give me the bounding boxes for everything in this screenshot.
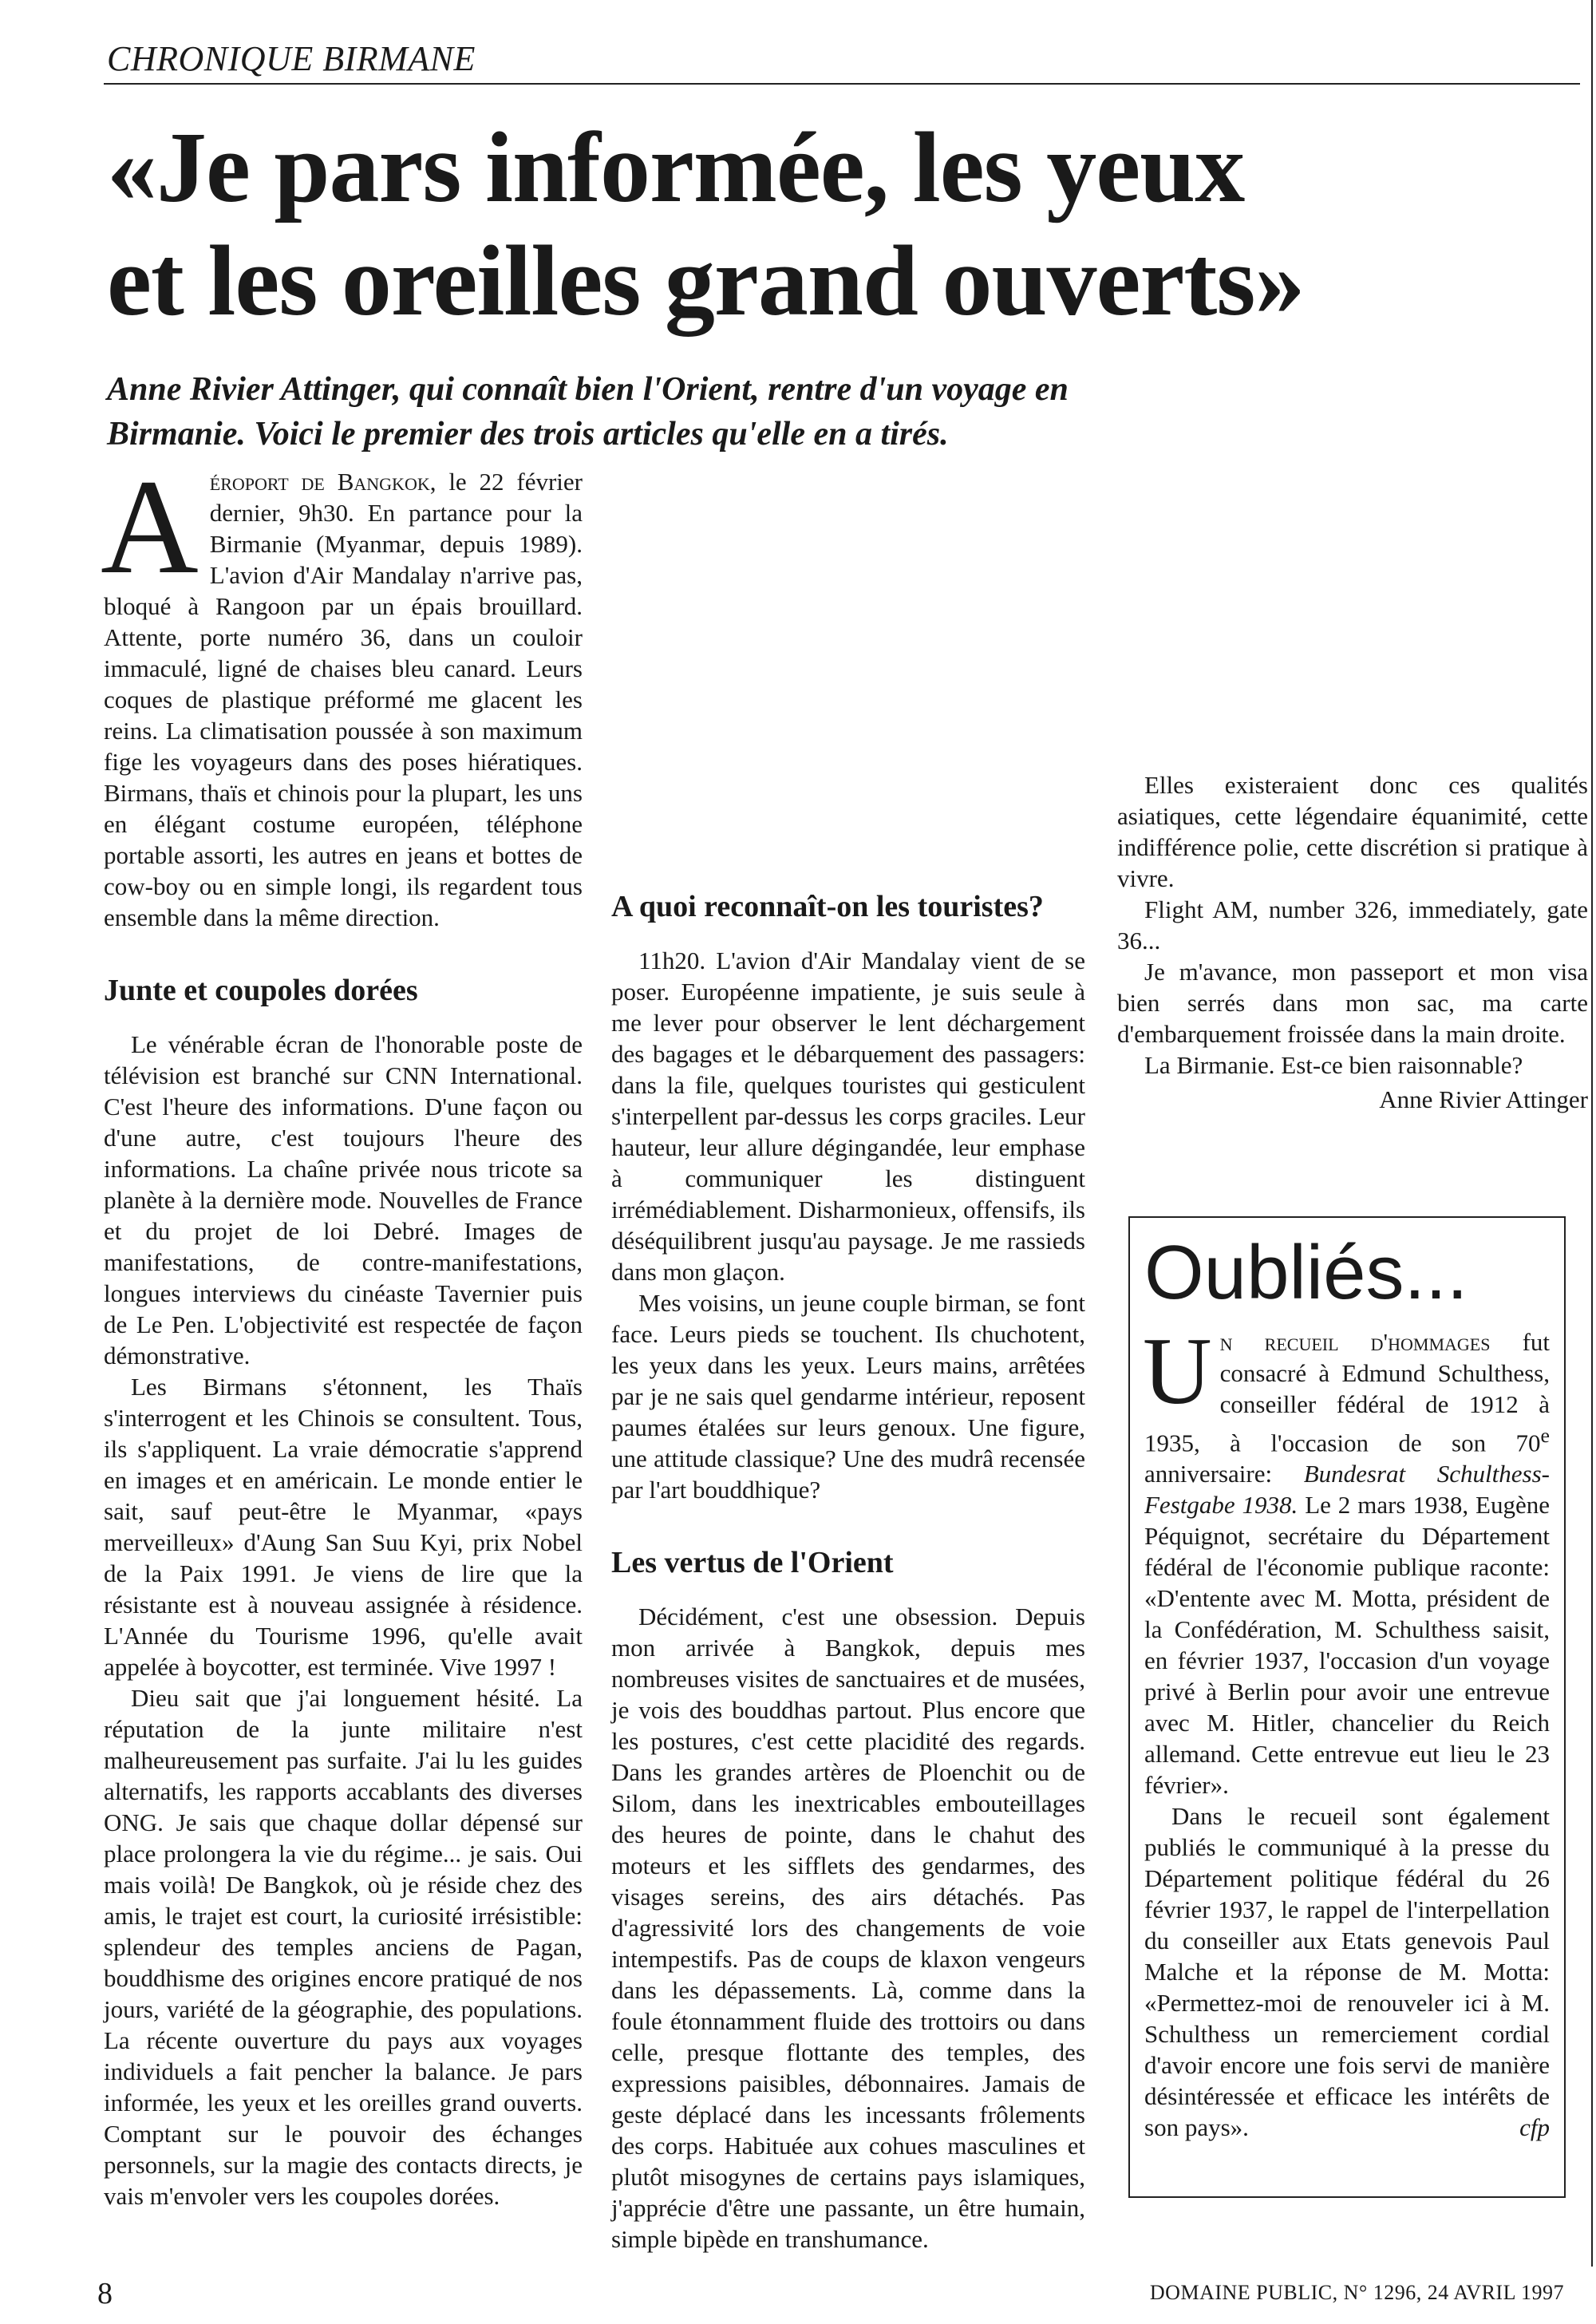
sidebar-book-title: Bundesrat Schulthess-Festgabe 1938.: [1144, 1460, 1550, 1520]
header-rule: [104, 83, 1580, 85]
article-paragraph-3: Les Birmans s'étonnent, les Thaïs s'interrogent et les Chinois se consultent. Tous, ils s'appliquent. La vraie démocratie s'apprend en images et en américain. Le monde entier le sait, sauf peut-être le Myanmar, «pays merveilleux» d'Aung San Suu Kyi, prix Nobel de la Paix 1991. Je viens de lire que la résistante est à nouveau assignée à résidence. L'Année du Tourisme 1996, qu'elle avait appelée à boycotter, est terminée. Vive 1997 !: [104, 1373, 583, 1681]
article-paragraph-8: Elles existeraient donc ces qualités asiatiques, cette légendaire équanimité, cette indifférence polie, cette discrétion si pratique à vivre.: [1117, 771, 1588, 892]
sidebar-drop-cap: U: [1143, 1318, 1212, 1424]
publication-footer: DOMAINE PUBLIC, N° 1296, 24 AVRIL 1997: [1149, 2281, 1564, 2304]
sidebar-text-b: anniversaire:: [1144, 1460, 1304, 1488]
article-paragraph-7: Décidément, c'est une obsession. Depuis mon arrivée à Bangkok, depuis mes nombreuses visites de sanctuaires et de musées, je vois des bouddhas partout. Plus encore que les postures, c'est cette placidité des regards. Dans les grandes artères de Ploenchit ou de Silom, dans les inextricables embouteillages des heures de pointe, dans le chahut des moteurs et les sifflets des gendarmes, des visages sereins, des airs détachés. Pas d'agressivité lors des changements de voie intempestifs. Pas de coups de klaxon vengeurs dans les dépassements. Là, comme dans la foule étonnamment fluide des trottoirs ou dans celle, presque flottante des temples, des expressions paisibles, débonnaires. Jamais de geste déplacé dans les incessants frôlements des corps. Habituée aux cohues masculines et plutôt misogynes de certains pays islamiques, j'apprécie d'être une passante, un être humain, simple bipède en transhumance.: [611, 1603, 1085, 2253]
article-paragraph-6: Mes voisins, un jeune couple birman, se font face. Leurs pieds se touchent. Ils chuchotent, les yeux dans les yeux. Leurs mains, arrêtées par je ne sais quel gendarme intérieur, reposent paumes étalées sur leurs genoux. Une figure, une attitude classique? Une des mudrâ recensée par l'art bouddhique?: [611, 1289, 1085, 1504]
article-paragraph-4: Dieu sait que j'ai longuement hésité. La réputation de la junte militaire n'est malheureusement pas surfaite. J'ai lu les guides alternatifs, les rapports accablants des diverses ONG. Je sais que chaque dollar dépensé sur place prolongera la vie du régime... je sais. Oui mais voilà! De Bangkok, où je réside chez des amis, le trajet est court, la curiosité irrésistible: splendeur des temples anciens de Pagan, bouddhisme des origines encore pratiqué de nos jours, variété de la géographie, des populations. La récente ouverture du pays aux voyages individuels a fait pencher la balance. Je pars informée, les yeux et les oreilles grand ouverts. Comptant sur le pouvoir des échanges personnels, sur la magie des contacts directs, je vais m'envoler vers les coupoles dorées.: [104, 1684, 583, 2210]
sidebar-credit: cfp: [1519, 2113, 1550, 2142]
drop-cap: A: [101, 452, 199, 602]
sidebar-paragraph-2-text: Dans le recueil sont également publiés le communiqué à la presse du Département politique fédéral du 26 février 1937, le rappel de l'interpellation du conseiller aux Etats genevois Paul Malche et la réponse de M. Motta: «Permettez-moi de renouveler ici à M. Schulthess un remerciement cordial d'avoir encore une fois servi de manière désintéressée et efficace les intérêts de son pays».: [1144, 1802, 1550, 2142]
subheading-junte: Junte et coupoles dorées: [104, 974, 418, 1007]
article-lead: [107, 367, 1559, 457]
subheading-touristes: A quoi reconnaît-on les touristes?: [611, 890, 1044, 923]
article-paragraph-10: Je m'avance, mon passeport et mon visa bien serrés dans mon sac, ma carte d'embarquement froissée dans la main droite.: [1117, 958, 1588, 1048]
article-paragraph-5: 11h20. L'avion d'Air Mandalay vient de se poser. Européenne impatiente, je suis seule à me lever pour observer le lent déchargement des bagages et le débarquement des passagers: dans la file, quelques touristes qui gesticulent s'interpellent par-dessus les corps graciles. Leur hauteur, leur allure dégingandée, leur emphase à communiquer les distinguent irrémédiablement. Disharmonieux, offensifs, ils déséquilibrent jusqu'au paysage. Je me rassieds dans mon glaçon.: [611, 947, 1085, 1286]
article-paragraph-1: [101, 452, 583, 933]
page-number: 8: [97, 2277, 113, 2310]
article-column-2: [611, 466, 1085, 2255]
subheading-vertus: Les vertus de l'Orient: [611, 1546, 894, 1579]
sidebar-text-a: fut consacré à Edmund Schulthess, conseiller fédéral de 1912 à 1935, à l'occasion de son 70: [1144, 1328, 1551, 1457]
article-column-1: [101, 452, 583, 2211]
sidebar-small-caps: n recueil d'hommages: [1219, 1328, 1491, 1356]
right-margin-rule: [1591, 0, 1593, 2267]
title-line-2: et les oreilles grand ouverts»: [107, 226, 1305, 337]
paragraph-1-text: , le 22 février dernier, 9h30. En partance pour la Birmanie (Myanmar, depuis 1989). L'avion d'Air Mandalay n'arrive pas, bloqué à Rangoon par un épais brouillard. Attente, porte numéro 36, dans un couloir immaculé, ligné de chaises bleu canard. Leurs coques de plastique préformé me glacent les reins. La climatisation poussée à son maximum fige les voyageurs dans des poses hiératiques. Birmans, thaïs et chinois pour la plupart, les uns en élégant costume européen, téléphone portable assorti, les autres en jeans et bottes de cow-boy ou en simple longi, ils regardent tous ensemble dans la même direction.: [104, 468, 583, 931]
section-rubric: CHRONIQUE BIRMANE: [107, 39, 476, 78]
article-signature: Anne Rivier Attinger: [1379, 1085, 1588, 1113]
sidebar-text-c: Le 2 mars 1938, Eugène Péquignot, secrétaire du Département fédéral de l'économie publique raconte: «D'entente avec M. Motta, président de la Confédération, M. Schulthess saisit, en février 1937, l'occasion d'un voyage privé à Berlin pour avoir une entrevue avec M. Hitler, chancelier du Reich allemand. Cette entrevue eut lieu le 23 février».: [1144, 1491, 1550, 1800]
article-paragraph-9: Flight AM, number 326, immediately, gate 36...: [1117, 895, 1588, 955]
title-line-1: «Je pars informée, les yeux: [107, 113, 1245, 223]
article-paragraph-2: Le vénérable écran de l'honorable poste de télévision est branché sur CNN International. C'est l'heure des informations. D'une façon ou d'une autre, c'est toujours l'heure des informations. La chaîne privée nous tricote sa planète à la dernière mode. Nouvelles de France et du projet de loi Debré. Images de manifestations, de contre-manifestations, longues interviews du cinéaste Tavernier puis de Le Pen. L'objectivité est respectée de façon démonstrative.: [104, 1030, 583, 1370]
sidebar-text: [1143, 1318, 1551, 2143]
sidebar-superscript: e: [1540, 1424, 1550, 1447]
sidebar-box: [1128, 1216, 1566, 2198]
opening-small-caps: éroport de Bangkok: [209, 468, 430, 496]
sidebar-title: Oubliés...: [1144, 1230, 1468, 1315]
sidebar-paragraph-2: [1144, 1800, 1550, 2143]
article-paragraph-11: La Birmanie. Est-ce bien raisonnable?: [1144, 1051, 1523, 1079]
article-column-3: [1117, 466, 1588, 1115]
sidebar-paragraph-1: [1143, 1318, 1551, 1800]
article-title: [107, 112, 1543, 338]
lead-line-1: Anne Rivier Attinger, qui connaît bien l'Orient, rentre d'un voyage en: [107, 371, 1069, 408]
lead-line-2: Birmanie. Voici le premier des trois articles qu'elle en a tirés.: [107, 416, 949, 453]
